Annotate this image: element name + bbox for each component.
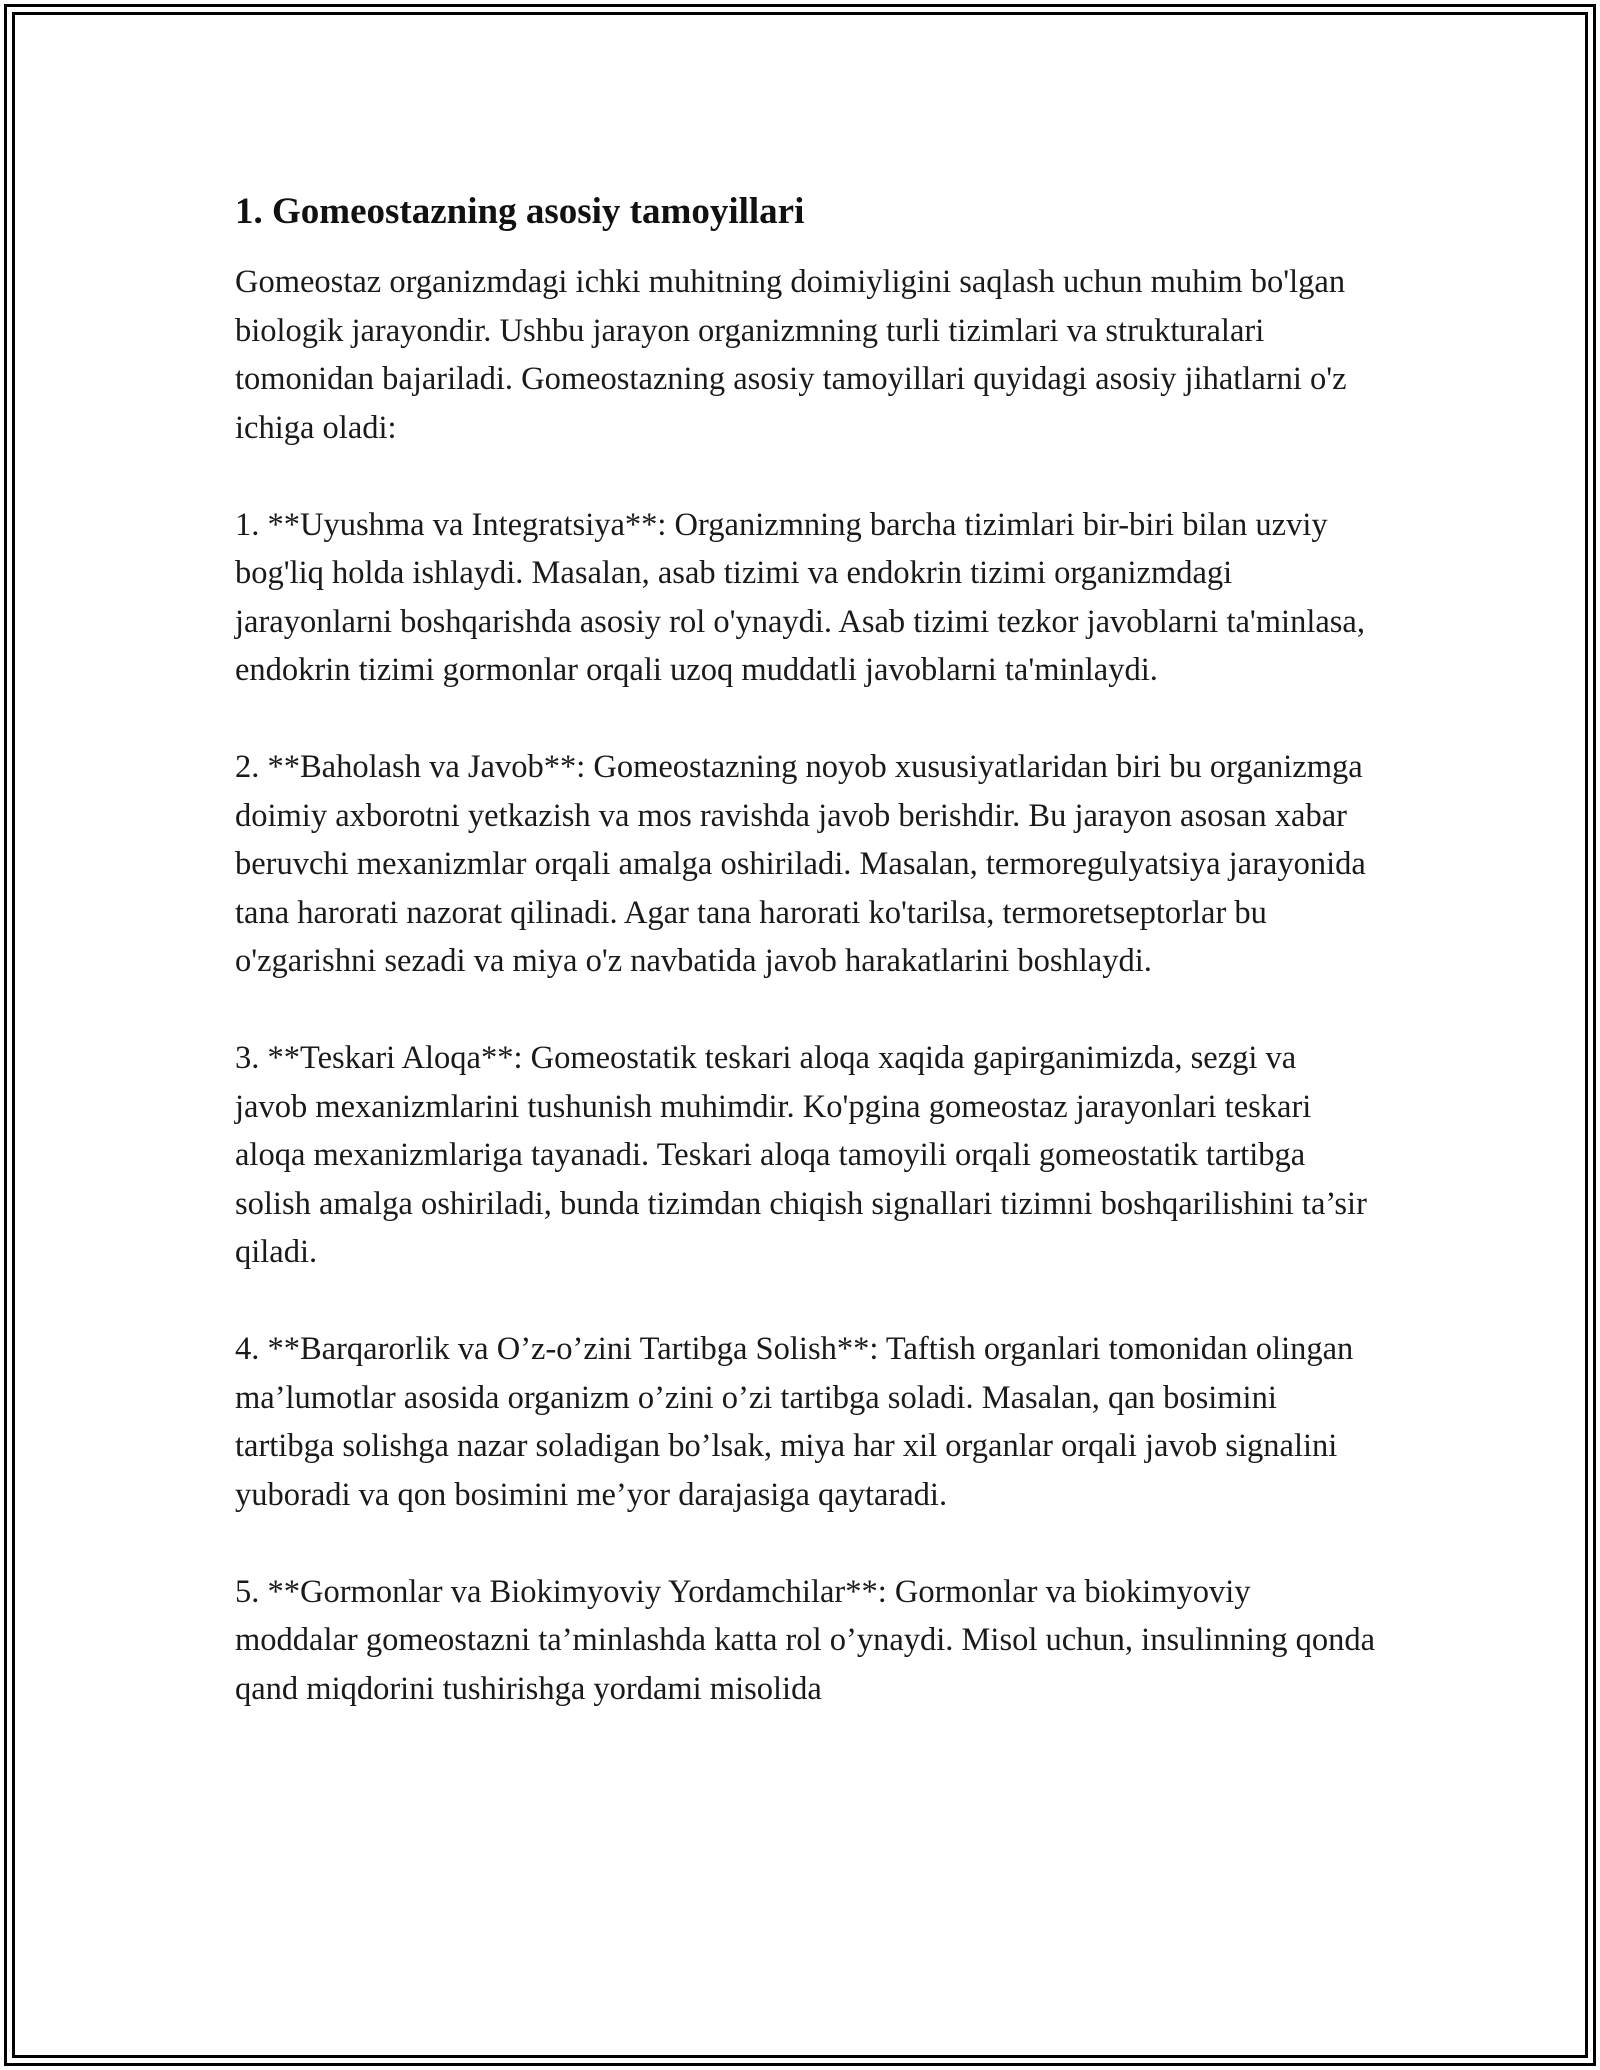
section-heading: 1. Gomeostazning asosiy tamoyillari	[235, 191, 805, 232]
list-item-paragraph: 3. **Teskari Aloqa**: Gomeostatik teskari aloqa xaqida gapirganimizda, sezgi va javob mexanizmlarini tushunish muhimdir. Ko'pgina gomeostaz jarayonlari teskari aloqa mexanizmlariga tayanadi. Teskari aloqa tamoyili orqali gomeostatik tartibga solish amalga oshiriladi, bunda tizimdan chiqish signallari tizimni boshqarilishini ta’sir qiladi.	[235, 1040, 1367, 1270]
list-item-paragraph: 1. **Uyushma va Integratsiya**: Organizmning barcha tizimlari bir-biri bilan uzviy bog'liq holda ishlaydi. Masalan, asab tizimi va endokrin tizimi organizmdagi jarayonlarni boshqarishda asosiy rol o'ynaydi. Asab tizimi tezkor javoblarni ta'minlasa, endokrin tizimi gormonlar orqali uzoq muddatli javoblarni ta'minlaydi.	[235, 506, 1365, 688]
intro-paragraph: Gomeostaz organizmdagi ichki muhitning doimiyligini saqlash uchun muhim bo'lgan biologik jarayondir. Ushbu jarayon organizmning turli tizimlari va strukturalari tomonidan bajariladi. Gomeostazning asosiy tamoyillari quyidagi asosiy jihatlarni o'z ichiga oladi:	[235, 264, 1347, 446]
list-item-paragraph: 5. **Gormonlar va Biokimyoviy Yordamchilar**: Gormonlar va biokimyoviy moddalar gomeostazni ta’minlashda katta rol o’ynaydi. Misol uchun, insulinning qonda qand miqdorini tushirishga yordami misolida	[235, 1573, 1375, 1707]
list-item-paragraph: 2. **Baholash va Javob**: Gomeostazning noyob xususiyatlaridan biri bu organizmga doimiy axborotni yetkazish va mos ravishda javob berishdir. Bu jarayon asosan xabar beruvchi mexanizmlar orqali amalga oshiriladi. Masalan, termoregulyatsiya jarayonida tana harorati nazorat qilinadi. Agar tana harorati ko'tarilsa, termoretseptorlar bu o'zgarishni sezadi va miya o'z navbatida javob harakatlarini boshlaydi.	[235, 749, 1366, 979]
document-body	[235, 186, 1375, 1713]
list-item-paragraph: 4. **Barqarorlik va O’z-o’zini Tartibga Solish**: Taftish organlari tomonidan olingan ma’lumotlar asosida organizm o’zini o’zi tartibga soladi. Masalan, qan bosimini tartibga solishga nazar soladigan bo’lsak, miya har xil organlar orqali javob signalini yuboradi va qon bosimini me’yor darajasiga qaytaradi.	[235, 1331, 1354, 1513]
